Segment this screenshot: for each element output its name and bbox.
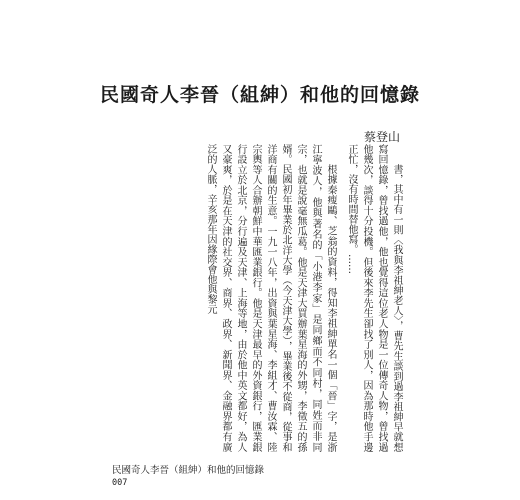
author-name: 蔡登山 [363,130,400,144]
paragraph: 書，其中有一則〈我與李祖紳老人〉，曹先生談到過李祖紳早就想寫回憶錄，曾找過他，他也覺得這位老人物是一位傳奇人物，曾找過他幾次，談得十分投機。但後來李先生卻找了別人，因為那時他手邊正忙，沒有時間替他寫。…… [346,144,402,452]
paragraph: 根據秦瘦鷗、芝翁的資料，得知李祖紳單名一個「晉」字，是浙江寧波人，他與著名的「小港李家」是同鄉而不同村，同姓而非同宗，也就是說毫無瓜葛。他是天津大買辦葉星海的外甥，李徵五的孫婿。民國初年畢業於北洋大學（今天津大學），畢業後不從商，從事和洋商有關的生意。一九一八年，出資與葉星海、李組才、曹汝霖、陸宗輿等人合辦朝鮮中華匯業銀行。他是天津最早的外資銀行，匯業銀行設立於北京，分行遍及天津、上海等地，由於他中英文都好，為人又豪爽，於是在天津的社交界、商界、政界、新聞界、金融界都有廣泛的人脈，辛亥那年因緣際會他與黎元 [205,144,336,452]
page-number: 007 [112,478,128,488]
body-text [104,144,404,452]
running-footer-title: 民國奇人李晉（組紳）和他的回憶錄 [112,465,265,476]
page-title: 民國奇人李晉（組紳）和他的回憶錄 [99,84,420,106]
